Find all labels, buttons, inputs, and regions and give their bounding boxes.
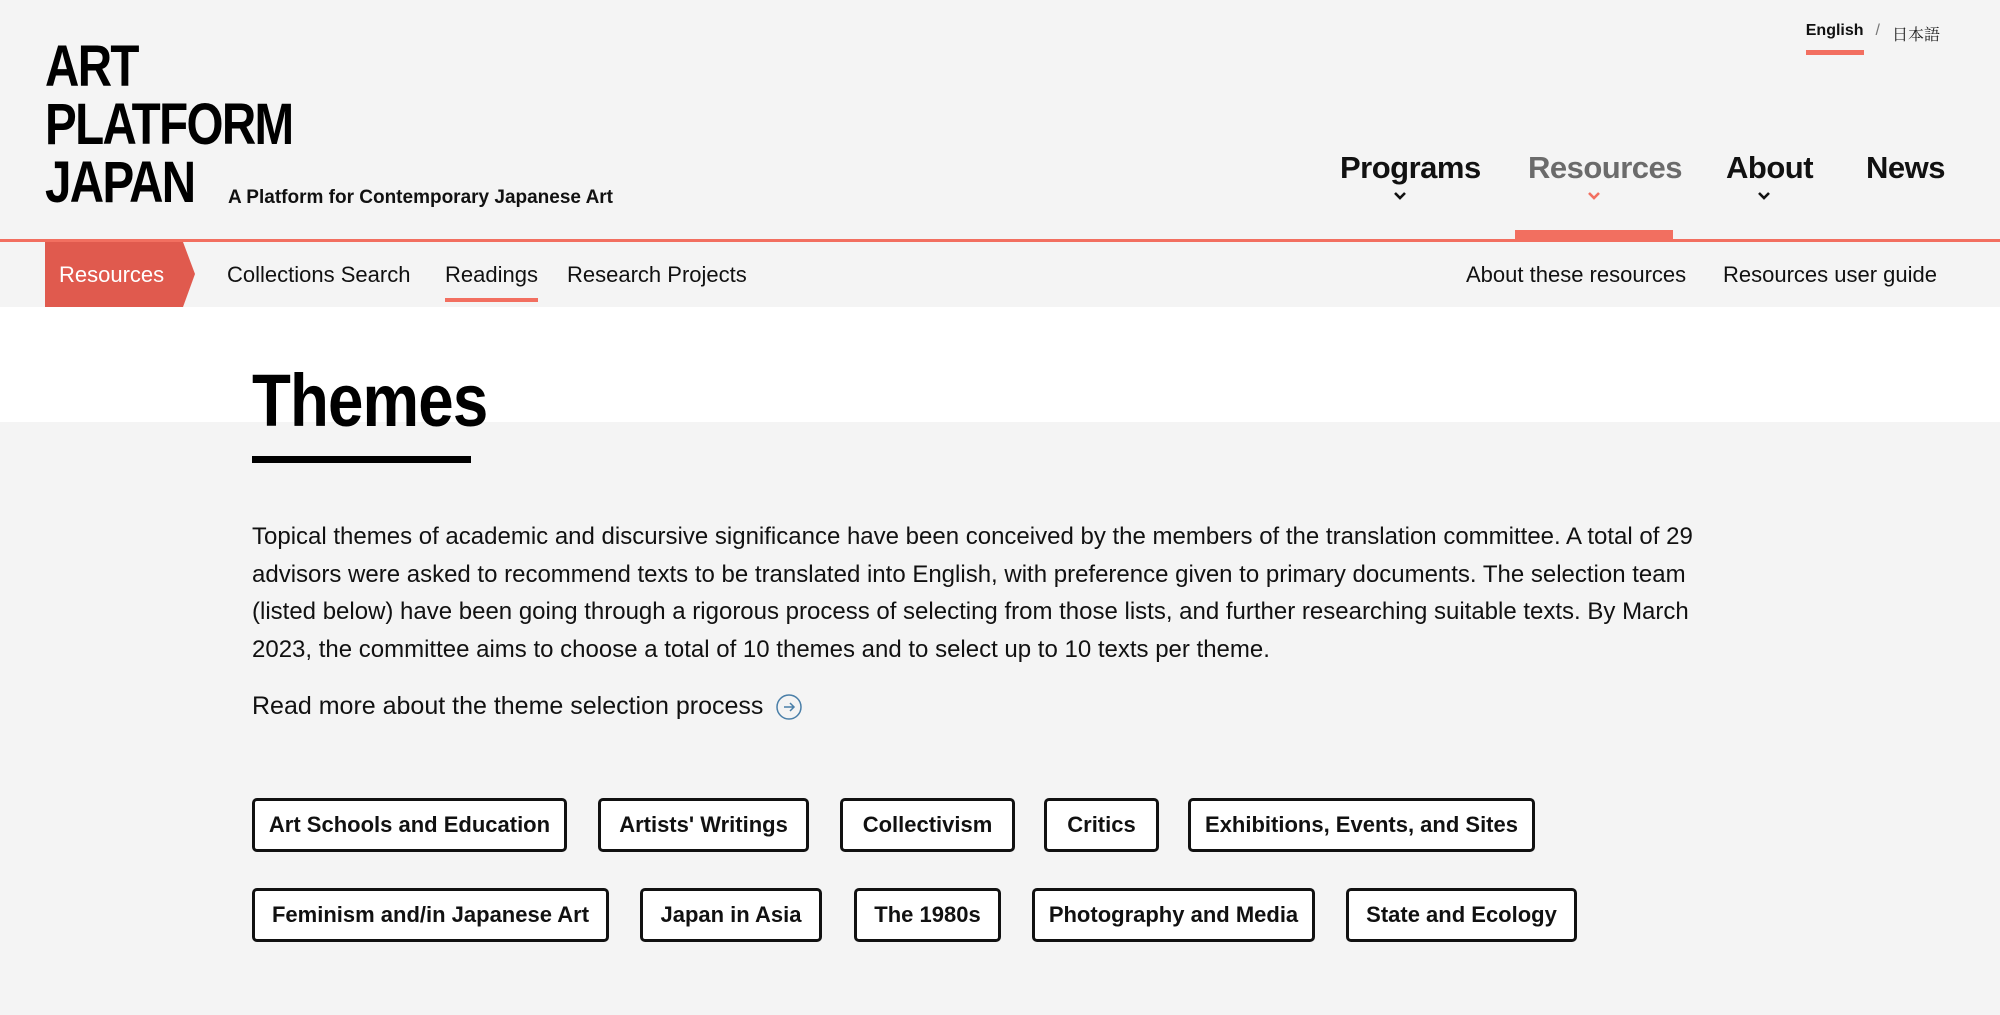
subnav-readings[interactable]: Readings bbox=[445, 262, 538, 302]
nav-about-label: About bbox=[1726, 150, 1814, 185]
subnav-collections-search[interactable]: Collections Search bbox=[227, 262, 411, 287]
nav-programs-label: Programs bbox=[1340, 150, 1481, 185]
theme-button[interactable]: State and Ecology bbox=[1346, 888, 1577, 942]
theme-button[interactable]: Art Schools and Education bbox=[252, 798, 567, 852]
resources-subnav bbox=[0, 242, 2000, 307]
nav-programs[interactable] bbox=[1340, 150, 1481, 202]
intro-paragraph: Topical themes of academic and discursive significance have been conceived by the members of the translation committee. A total of 29 advisors were asked to recommend texts to be translated into English, with preference given to primary documents. The selection team (listed below) have been going through a rigorous process of selecting from those lists, and further researching suitable texts. By March 2023, the committee aims to choose a total of 10 themes and to select up to 10 texts per theme. bbox=[252, 523, 1693, 663]
theme-button[interactable]: Photography and Media bbox=[1032, 888, 1315, 942]
read-more-label: Read more about the theme selection process bbox=[252, 692, 764, 720]
section-tag[interactable] bbox=[45, 242, 197, 307]
site-tagline: A Platform for Contemporary Japanese Art bbox=[228, 187, 614, 208]
nav-news-label: News bbox=[1866, 150, 1945, 185]
page-title: Themes bbox=[252, 359, 488, 442]
logo-line: ART bbox=[45, 34, 138, 99]
nav-news[interactable] bbox=[1866, 150, 1945, 186]
theme-button[interactable]: Feminism and/in Japanese Art bbox=[252, 888, 609, 942]
nav-resources[interactable] bbox=[1528, 150, 1683, 202]
lang-english-link[interactable]: English bbox=[1806, 22, 1864, 55]
nav-about[interactable] bbox=[1726, 150, 1814, 202]
chevron-down-icon bbox=[1394, 190, 1406, 202]
theme-button[interactable]: Critics bbox=[1044, 798, 1159, 852]
subnav-user-guide[interactable]: Resources user guide bbox=[1723, 262, 1938, 287]
language-switcher bbox=[1806, 22, 1940, 55]
logo-line: JAPAN bbox=[45, 150, 195, 215]
theme-button[interactable]: Japan in Asia bbox=[640, 888, 822, 942]
chevron-down-icon bbox=[1588, 190, 1600, 202]
arrow-right-circle-icon bbox=[775, 693, 803, 721]
subnav-research-projects[interactable]: Research Projects bbox=[567, 262, 747, 287]
theme-button[interactable]: The 1980s bbox=[854, 888, 1001, 942]
theme-button[interactable]: Exhibitions, Events, and Sites bbox=[1188, 798, 1535, 852]
title-underline bbox=[252, 456, 471, 463]
lang-japanese-link[interactable]: 日本語 bbox=[1891, 27, 1940, 44]
nav-resources-label: Resources bbox=[1528, 150, 1683, 185]
read-more-link[interactable] bbox=[252, 692, 803, 721]
subnav-about-resources[interactable]: About these resources bbox=[1466, 262, 1687, 287]
logo-line: PLATFORM bbox=[45, 92, 293, 157]
theme-button[interactable]: Artists' Writings bbox=[598, 798, 809, 852]
section-tag-label: Resources bbox=[59, 262, 165, 287]
main-nav bbox=[0, 150, 2000, 240]
lang-separator: / bbox=[1875, 22, 1880, 39]
site-header bbox=[0, 0, 2000, 240]
theme-button[interactable]: Collectivism bbox=[840, 798, 1015, 852]
chevron-down-icon bbox=[1758, 190, 1770, 202]
